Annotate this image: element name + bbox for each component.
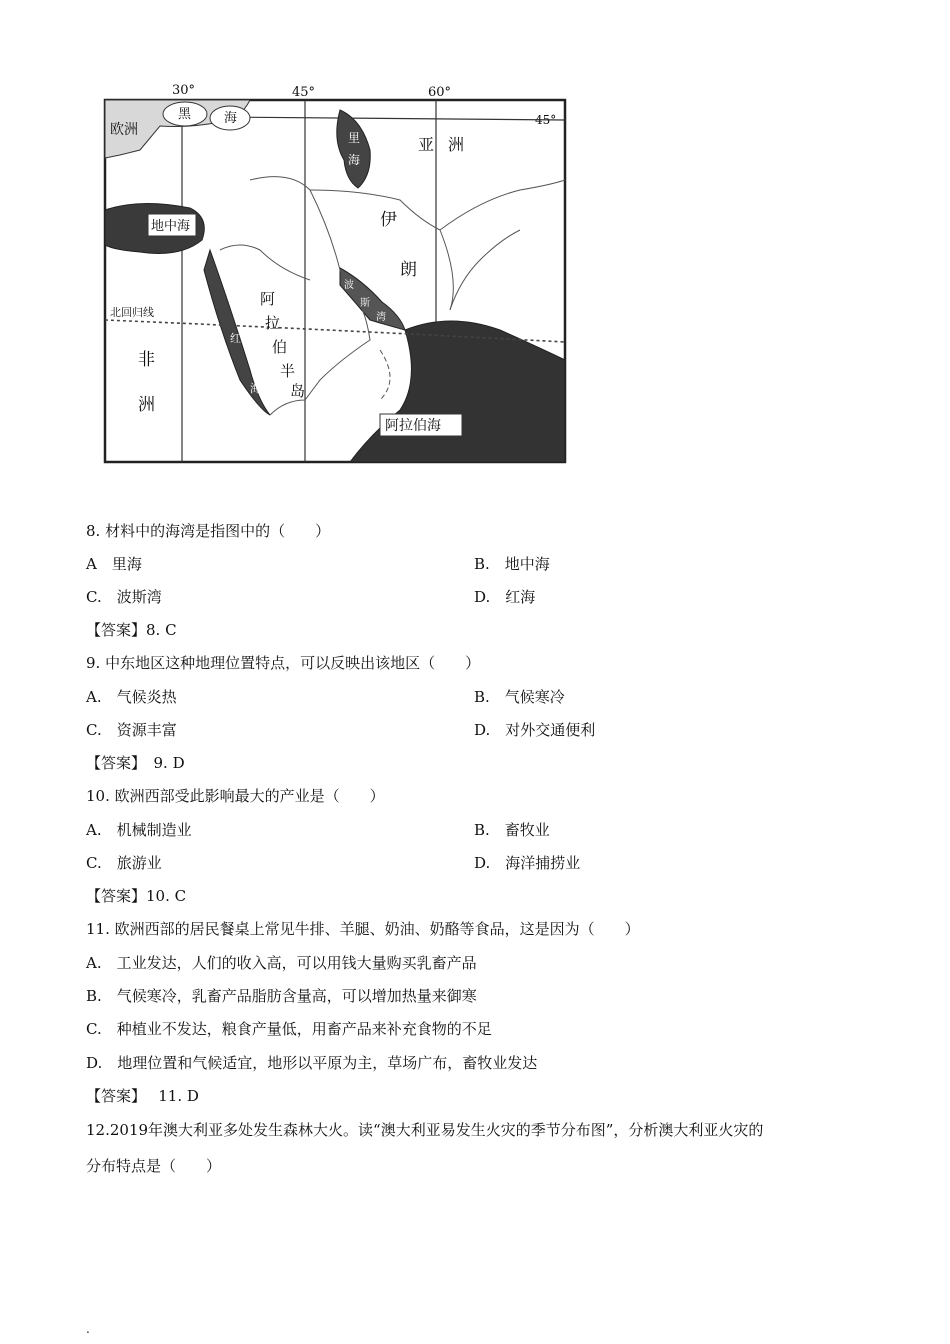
- label-red-sea-2: 海: [250, 382, 261, 395]
- label-africa-1: 非: [138, 350, 155, 370]
- lon-label-60: 60°: [428, 85, 452, 100]
- q12-stem-line1: 12.2019年澳大利亚多处发生森林大火。读“澳大利亚易发生火灾的季节分布图”，分析澳大利亚火灾的: [86, 1121, 764, 1139]
- label-iran-1: 伊: [380, 210, 397, 230]
- q8-option-b: B. 地中海: [474, 555, 550, 573]
- label-black-sea-1: 黑: [178, 107, 192, 122]
- label-mediterranean: 地中海: [151, 219, 191, 234]
- label-africa-2: 洲: [138, 395, 155, 415]
- label-arabia-5: 岛: [290, 382, 306, 400]
- label-europe: 欧洲: [110, 122, 138, 138]
- footer-mark: .: [86, 1322, 90, 1336]
- middle-east-map: [100, 80, 570, 470]
- q10-option-a: A. 机械制造业: [86, 821, 192, 839]
- label-persian-gulf-3: 湾: [376, 312, 386, 323]
- q9-option-a: A. 气候炎热: [86, 688, 177, 706]
- label-red-sea-1: 红: [230, 332, 241, 345]
- q11-option-d: D. 地理位置和气候适宜，地形以平原为主，草场广布，畜牧业发达: [86, 1054, 538, 1072]
- q11-option-b: B. 气候寒冷，乳畜产品脂肪含量高，可以增加热量来御寒: [86, 987, 477, 1005]
- q11-option-c: C. 种植业不发达，粮食产量低，用畜产品来补充食物的不足: [86, 1020, 492, 1038]
- q11-stem: 11. 欧洲西部的居民餐桌上常见牛排、羊腿、奶油、奶酪等食品，这是因为（ ）: [86, 920, 640, 938]
- q10-option-c: C. 旅游业: [86, 854, 162, 872]
- label-black-sea-2: 海: [224, 111, 238, 126]
- q9-option-b: B. 气候寒冷: [474, 688, 565, 706]
- q10-option-b: B. 畜牧业: [474, 821, 550, 839]
- lon-label-30: 30°: [172, 83, 196, 98]
- q8-option-a: A 里海: [86, 555, 142, 573]
- label-iran-2: 朗: [400, 260, 417, 280]
- q12-stem-line2: 分布特点是（ ）: [86, 1157, 222, 1175]
- lon-label-45: 45°: [292, 85, 316, 100]
- q10-answer: 【答案】10. C: [86, 887, 187, 905]
- q10-option-d: D. 海洋捕捞业: [474, 854, 581, 872]
- q9-answer: 【答案】 9. D: [86, 754, 185, 772]
- label-arabian-sea: 阿拉伯海: [385, 418, 441, 434]
- label-arabia-3: 伯: [272, 338, 288, 356]
- label-asia-1: 亚: [418, 135, 435, 154]
- label-persian-gulf-2: 斯: [360, 298, 370, 309]
- label-persian-gulf-1: 波: [344, 280, 354, 291]
- q9-option-c: C. 资源丰富: [86, 721, 177, 739]
- q8-option-c: C. 波斯湾: [86, 588, 162, 606]
- label-caspian-2: 海: [348, 153, 361, 167]
- q10-stem: 10. 欧洲西部受此影响最大的产业是（ ）: [86, 787, 385, 805]
- label-arabia-4: 半: [280, 362, 296, 380]
- q11-option-a: A. 工业发达，人们的收入高，可以用钱大量购买乳畜产品: [86, 954, 477, 972]
- q9-option-d: D. 对外交通便利: [474, 721, 596, 739]
- q8-option-d: D. 红海: [474, 588, 536, 606]
- lat-label-45: 45°: [535, 113, 557, 127]
- label-arabia-2: 拉: [265, 314, 281, 332]
- label-tropic: 北回归线: [110, 306, 154, 319]
- label-caspian-1: 里: [348, 131, 361, 145]
- label-asia-2: 洲: [448, 135, 465, 154]
- label-arabia-1: 阿: [260, 290, 276, 308]
- q9-stem: 9. 中东地区这种地理位置特点，可以反映出该地区（ ）: [86, 654, 481, 672]
- q8-stem: 8. 材料中的海湾是指图中的（ ）: [86, 522, 331, 540]
- q8-answer: 【答案】8. C: [86, 621, 177, 639]
- q11-answer: 【答案】 11. D: [86, 1087, 199, 1105]
